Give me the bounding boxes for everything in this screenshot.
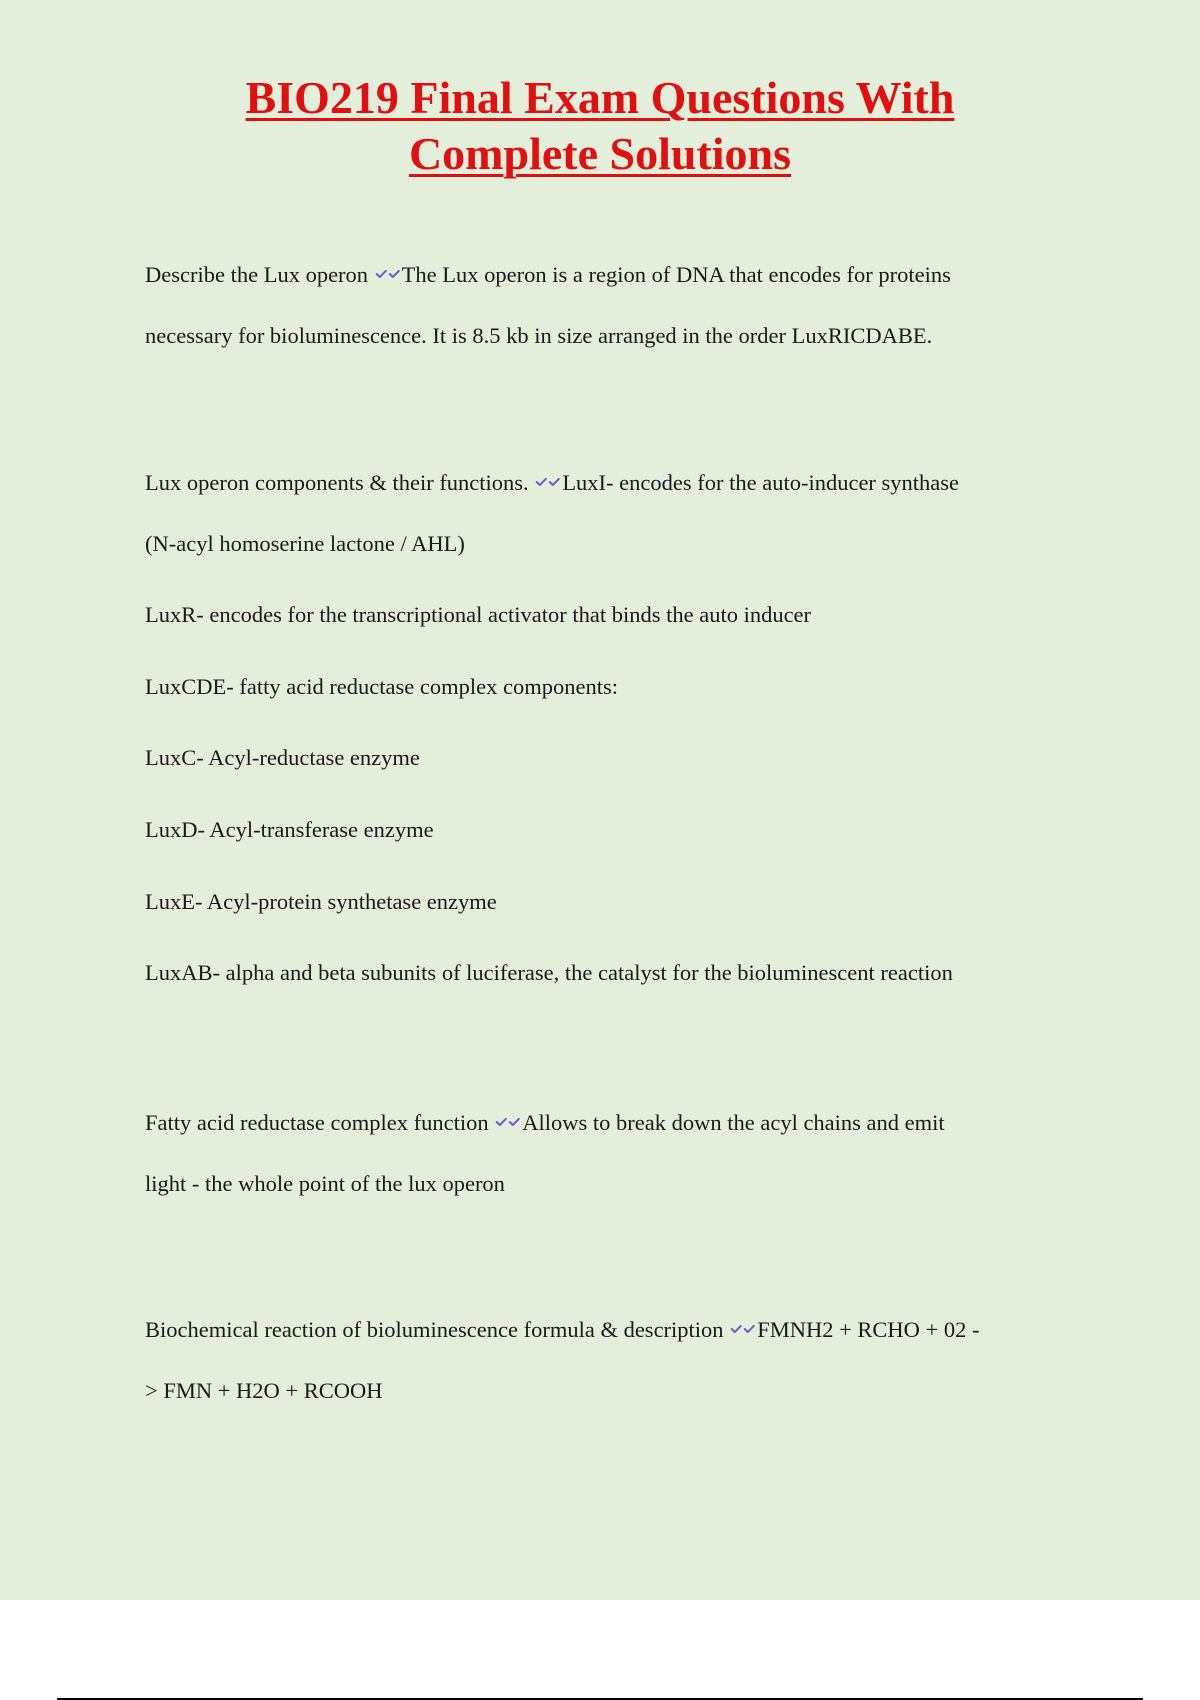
double-check-icon [375, 263, 401, 285]
qa-item-2 [145, 452, 1090, 574]
double-check-icon [535, 471, 561, 493]
component-line-luxd: LuxD- Acyl-transferase enzyme [145, 817, 434, 842]
answer-text-continued: (N-acyl homoserine lactone / AHL) [145, 531, 465, 556]
answer-text: FMNH2 + RCHO + 02 - [757, 1317, 980, 1342]
component-line-luxab: LuxAB- alpha and beta subunits of luciferase, the catalyst for the bioluminescent reaction [145, 960, 953, 985]
double-check-icon [495, 1111, 521, 1133]
component-line-luxcde: LuxCDE- fatty acid reductase complex components: [145, 674, 618, 699]
title-line-2: Complete Solutions [408, 128, 792, 179]
qa-item-4 [145, 1299, 1090, 1421]
answer-text-continued: light - the whole point of the lux operon [145, 1171, 505, 1196]
component-line-luxc: LuxC- Acyl-reductase enzyme [145, 745, 420, 770]
answer-text: Allows to break down the acyl chains and emit [522, 1110, 945, 1135]
question-text: Fatty acid reductase complex function [145, 1110, 489, 1135]
answer-text-continued: necessary for bioluminescence. It is 8.5 kb in size arranged in the order LuxRICDABE. [145, 323, 933, 348]
component-line-luxr: LuxR- encodes for the transcriptional activator that binds the auto inducer [145, 602, 812, 627]
answer-text-continued: > FMN + H2O + RCOOH [145, 1378, 383, 1403]
title-line-1: BIO219 Final Exam Questions With [245, 72, 955, 123]
answer-text: The Lux operon is a region of DNA that encodes for proteins [401, 262, 951, 287]
qa-item-1 [145, 244, 1090, 366]
question-text: Biochemical reaction of bioluminescence formula & description [145, 1317, 724, 1342]
double-check-icon [730, 1318, 756, 1340]
answer-text: LuxI- encodes for the auto-inducer synthase [562, 470, 960, 495]
qa-item-3 [145, 1092, 1090, 1214]
question-text: Lux operon components & their functions. [145, 470, 529, 495]
component-line-luxe: LuxE- Acyl-protein synthetase enzyme [145, 889, 497, 914]
question-text: Describe the Lux operon [145, 262, 369, 287]
document-title [0, 70, 1200, 182]
